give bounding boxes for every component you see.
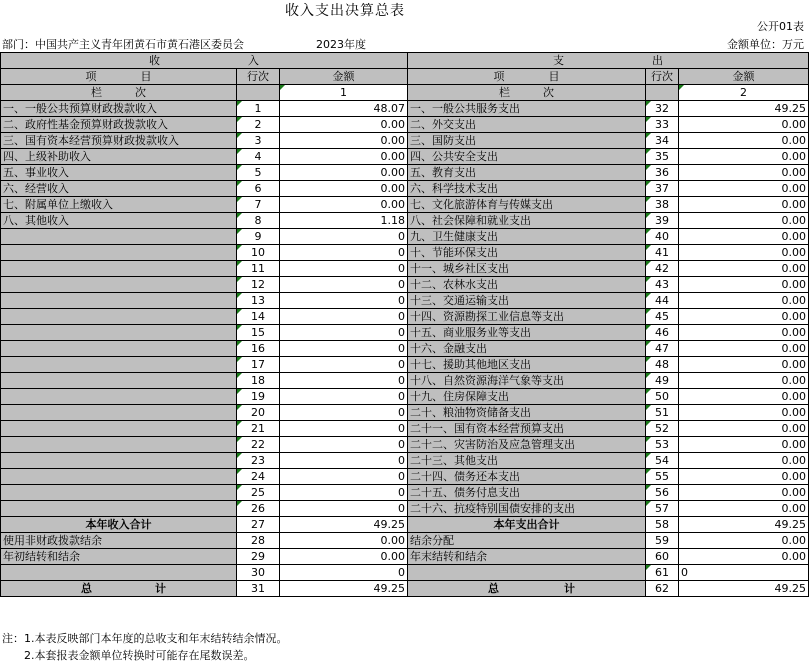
expense-amount-cell: 0.00 <box>679 373 809 389</box>
income-item-cell <box>1 277 237 293</box>
expense-rowno-cell: 45 <box>646 309 679 325</box>
summary-table <box>0 52 809 597</box>
income-rowno-cell: 5 <box>237 165 280 181</box>
income-rowno-cell: 13 <box>237 293 280 309</box>
income-item-cell <box>1 469 237 485</box>
expense-item-cell: 六、科学技术支出 <box>408 181 646 197</box>
expense-rowno-cell: 38 <box>646 197 679 213</box>
table-row <box>1 165 809 181</box>
department-label: 部门：中国共产主义青年团黄石市黄石港区委员会 <box>2 38 244 51</box>
balance-distribution-amount: 0.00 <box>679 533 809 549</box>
income-total-label: 本年收入合计 <box>1 517 237 533</box>
income-col-label: 栏 次 <box>1 85 237 101</box>
expense-rowno-cell: 33 <box>646 117 679 133</box>
expense-amount-cell: 49.25 <box>679 101 809 117</box>
expense-item-cell: 二十一、国有资本经营预算支出 <box>408 421 646 437</box>
income-grand-total-rowno: 31 <box>237 581 280 597</box>
expense-amount-cell: 0.00 <box>679 197 809 213</box>
income-amount-cell: 0.00 <box>280 165 408 181</box>
income-rowno-cell: 16 <box>237 341 280 357</box>
income-amount-cell: 0 <box>280 245 408 261</box>
income-row30-item <box>1 565 237 581</box>
income-amount-cell: 48.07 <box>280 101 408 117</box>
expense-item-cell: 十三、交通运输支出 <box>408 293 646 309</box>
table-row <box>1 325 809 341</box>
income-rowno-cell: 2 <box>237 117 280 133</box>
expense-amount-cell: 0.00 <box>679 405 809 421</box>
nonfiscal-balance-amount: 0.00 <box>280 533 408 549</box>
income-total-amount: 49.25 <box>280 517 408 533</box>
expense-amount-cell: 0.00 <box>679 469 809 485</box>
expense-amount-cell: 0.00 <box>679 181 809 197</box>
expense-item-cell: 二十三、其他支出 <box>408 453 646 469</box>
table-row <box>1 293 809 309</box>
expense-rowno-cell: 55 <box>646 469 679 485</box>
income-amount-cell: 0.00 <box>280 133 408 149</box>
income-item-cell <box>1 437 237 453</box>
expense-rowno-cell: 49 <box>646 373 679 389</box>
table-row <box>1 309 809 325</box>
expense-rowno-cell: 48 <box>646 357 679 373</box>
expense-amount-cell: 0.00 <box>679 293 809 309</box>
expense-amount-cell: 0.00 <box>679 453 809 469</box>
expense-item-cell: 五、教育支出 <box>408 165 646 181</box>
grand-total-label-a: 总 <box>81 582 92 595</box>
income-rowno-cell: 20 <box>237 405 280 421</box>
income-rowno-cell: 22 <box>237 437 280 453</box>
expense-amount-cell: 0.00 <box>679 389 809 405</box>
income-rowno-cell: 25 <box>237 485 280 501</box>
footnote-2: 2.本套报表金额单位转换时可能存在尾数误差。 <box>2 649 255 662</box>
expense-row61-item <box>408 565 646 581</box>
income-rowno-cell: 23 <box>237 453 280 469</box>
income-item-cell <box>1 341 237 357</box>
expense-total-label: 本年支出合计 <box>408 517 646 533</box>
expense-col-empty <box>646 85 679 101</box>
expense-rowno-cell: 46 <box>646 325 679 341</box>
expense-rowno-cell: 42 <box>646 261 679 277</box>
expense-rowno-cell: 40 <box>646 229 679 245</box>
expense-amount-header: 金额 <box>679 69 809 85</box>
expense-rowno-cell: 53 <box>646 437 679 453</box>
income-item-cell <box>1 261 237 277</box>
expense-item-cell: 七、文化旅游体育与传媒支出 <box>408 197 646 213</box>
expense-rowno-cell: 35 <box>646 149 679 165</box>
income-item-cell <box>1 245 237 261</box>
grand-total-label-b: 计 <box>564 582 575 595</box>
income-rowno-cell: 17 <box>237 357 280 373</box>
table-row <box>1 533 809 549</box>
table-row <box>1 101 809 117</box>
income-rowno-cell: 10 <box>237 245 280 261</box>
closing-balance-label: 年末结转和结余 <box>408 549 646 565</box>
income-amount-cell: 0 <box>280 469 408 485</box>
expense-amount-cell: 0.00 <box>679 437 809 453</box>
expense-col-label: 栏 次 <box>408 85 646 101</box>
income-rowno-cell: 18 <box>237 373 280 389</box>
income-amount-cell: 0 <box>280 309 408 325</box>
income-amount-cell: 0.00 <box>280 117 408 133</box>
header-row-col-index <box>1 85 809 101</box>
income-rowno-header: 行次 <box>237 69 280 85</box>
income-amount-cell: 0 <box>280 261 408 277</box>
table-body <box>1 53 809 597</box>
income-amount-cell: 0 <box>280 229 408 245</box>
expense-total-rowno: 58 <box>646 517 679 533</box>
income-amount-cell: 1.18 <box>280 213 408 229</box>
income-item-cell: 七、附属单位上缴收入 <box>1 197 237 213</box>
expense-grand-total-label <box>408 581 646 597</box>
expense-col-number: 2 <box>679 85 809 101</box>
expense-section-header: 支 出 <box>408 53 809 69</box>
expense-item-cell: 十七、援助其他地区支出 <box>408 357 646 373</box>
opening-balance-amount: 0.00 <box>280 549 408 565</box>
income-amount-cell: 0 <box>280 421 408 437</box>
table-row <box>1 245 809 261</box>
income-rowno-cell: 12 <box>237 277 280 293</box>
table-row <box>1 469 809 485</box>
opening-balance-label: 年初结转和结余 <box>1 549 237 565</box>
income-amount-cell: 0 <box>280 389 408 405</box>
table-row <box>1 341 809 357</box>
expense-rowno-cell: 32 <box>646 101 679 117</box>
balance-distribution-label: 结余分配 <box>408 533 646 549</box>
income-item-cell <box>1 229 237 245</box>
income-rowno-cell: 6 <box>237 181 280 197</box>
income-rowno-cell: 7 <box>237 197 280 213</box>
expense-amount-cell: 0.00 <box>679 261 809 277</box>
income-rowno-cell: 9 <box>237 229 280 245</box>
expense-rowno-cell: 56 <box>646 485 679 501</box>
income-grand-total-amount: 49.25 <box>280 581 408 597</box>
expense-item-cell: 三、国防支出 <box>408 133 646 149</box>
income-rowno-cell: 1 <box>237 101 280 117</box>
income-item-cell: 五、事业收入 <box>1 165 237 181</box>
income-item-header: 项 目 <box>1 69 237 85</box>
income-rowno-cell: 14 <box>237 309 280 325</box>
expense-item-cell: 十六、金融支出 <box>408 341 646 357</box>
expense-amount-cell: 0.00 <box>679 213 809 229</box>
income-grand-total-label <box>1 581 237 597</box>
footnotes <box>2 630 288 664</box>
expense-rowno-cell: 54 <box>646 453 679 469</box>
table-row <box>1 421 809 437</box>
income-amount-cell: 0.00 <box>280 181 408 197</box>
table-row <box>1 405 809 421</box>
income-item-cell <box>1 421 237 437</box>
income-item-cell: 一、一般公共预算财政拨款收入 <box>1 101 237 117</box>
table-row <box>1 229 809 245</box>
income-row30-amount: 0 <box>280 565 408 581</box>
income-rowno-cell: 8 <box>237 213 280 229</box>
income-rowno-cell: 4 <box>237 149 280 165</box>
expense-rowno-cell: 43 <box>646 277 679 293</box>
closing-balance-rowno: 60 <box>646 549 679 565</box>
table-row <box>1 373 809 389</box>
expense-grand-total-amount: 49.25 <box>679 581 809 597</box>
table-row <box>1 565 809 581</box>
table-row <box>1 133 809 149</box>
expense-row61-rowno: 61 <box>646 565 679 581</box>
total-row <box>1 517 809 533</box>
income-item-cell <box>1 389 237 405</box>
expense-rowno-cell: 36 <box>646 165 679 181</box>
table-row <box>1 501 809 517</box>
page-title: 收入支出决算总表 <box>285 3 405 19</box>
income-amount-cell: 0 <box>280 501 408 517</box>
expense-item-cell: 九、卫生健康支出 <box>408 229 646 245</box>
expense-total-amount: 49.25 <box>679 517 809 533</box>
expense-item-cell: 二十五、债务付息支出 <box>408 485 646 501</box>
income-item-cell <box>1 293 237 309</box>
table-row <box>1 149 809 165</box>
expense-item-cell: 十、节能环保支出 <box>408 245 646 261</box>
income-rowno-cell: 11 <box>237 261 280 277</box>
expense-amount-cell: 0.00 <box>679 277 809 293</box>
income-amount-cell: 0 <box>280 373 408 389</box>
expense-amount-cell: 0.00 <box>679 149 809 165</box>
expense-item-cell: 二十、粮油物资储备支出 <box>408 405 646 421</box>
income-row30-rowno: 30 <box>237 565 280 581</box>
table-row <box>1 117 809 133</box>
expense-item-cell: 八、社会保障和就业支出 <box>408 213 646 229</box>
grand-total-label-b: 计 <box>155 582 166 595</box>
expense-item-cell: 二、外交支出 <box>408 117 646 133</box>
income-item-cell <box>1 357 237 373</box>
expense-rowno-cell: 37 <box>646 181 679 197</box>
income-item-cell: 三、国有资本经营预算财政拨款收入 <box>1 133 237 149</box>
expense-amount-cell: 0.00 <box>679 501 809 517</box>
expense-item-header: 项 目 <box>408 69 646 85</box>
expense-amount-cell: 0.00 <box>679 485 809 501</box>
expense-item-cell: 二十二、灾害防治及应急管理支出 <box>408 437 646 453</box>
expense-rowno-header: 行次 <box>646 69 679 85</box>
income-item-cell: 四、上级补助收入 <box>1 149 237 165</box>
income-amount-cell: 0 <box>280 357 408 373</box>
income-item-cell <box>1 501 237 517</box>
income-col-empty <box>237 85 280 101</box>
nonfiscal-balance-label: 使用非财政拨款结余 <box>1 533 237 549</box>
income-total-rowno: 27 <box>237 517 280 533</box>
expense-amount-cell: 0.00 <box>679 325 809 341</box>
expense-rowno-cell: 51 <box>646 405 679 421</box>
income-rowno-cell: 3 <box>237 133 280 149</box>
table-code: 公开01表 <box>757 20 804 33</box>
income-amount-cell: 0 <box>280 437 408 453</box>
expense-item-cell: 十四、资源勘探工业信息等支出 <box>408 309 646 325</box>
income-item-cell <box>1 485 237 501</box>
income-col-number: 1 <box>280 85 408 101</box>
table-row <box>1 261 809 277</box>
table-row <box>1 277 809 293</box>
expense-item-cell: 四、公共安全支出 <box>408 149 646 165</box>
expense-amount-cell: 0.00 <box>679 117 809 133</box>
expense-amount-cell: 0.00 <box>679 357 809 373</box>
footnote-1: 注：1.本表反映部门本年度的总收支和年末结转结余情况。 <box>2 632 288 645</box>
income-rowno-cell: 26 <box>237 501 280 517</box>
table-row <box>1 549 809 565</box>
income-amount-cell: 0.00 <box>280 149 408 165</box>
table-row <box>1 437 809 453</box>
opening-balance-rowno: 29 <box>237 549 280 565</box>
table-row <box>1 181 809 197</box>
header-row-sections <box>1 53 809 69</box>
expense-item-cell: 十二、农林水支出 <box>408 277 646 293</box>
income-amount-cell: 0 <box>280 453 408 469</box>
expense-item-cell: 二十六、抗疫特别国债安排的支出 <box>408 501 646 517</box>
year-label: 2023年度 <box>316 38 366 51</box>
income-rowno-cell: 19 <box>237 389 280 405</box>
income-item-cell <box>1 453 237 469</box>
income-item-cell: 八、其他收入 <box>1 213 237 229</box>
income-amount-cell: 0.00 <box>280 197 408 213</box>
header-row-columns <box>1 69 809 85</box>
income-item-cell <box>1 405 237 421</box>
income-amount-cell: 0 <box>280 277 408 293</box>
expense-item-cell: 十五、商业服务业等支出 <box>408 325 646 341</box>
expense-amount-cell: 0.00 <box>679 133 809 149</box>
expense-amount-cell: 0.00 <box>679 341 809 357</box>
grand-total-label-a: 总 <box>488 582 499 595</box>
income-rowno-cell: 24 <box>237 469 280 485</box>
expense-rowno-cell: 34 <box>646 133 679 149</box>
income-amount-header: 金额 <box>280 69 408 85</box>
income-item-cell: 六、经营收入 <box>1 181 237 197</box>
expense-amount-cell: 0.00 <box>679 229 809 245</box>
expense-amount-cell: 0.00 <box>679 309 809 325</box>
grand-total-row <box>1 581 809 597</box>
expense-item-cell: 一、一般公共服务支出 <box>408 101 646 117</box>
income-section-header: 收 入 <box>1 53 408 69</box>
expense-amount-cell: 0.00 <box>679 165 809 181</box>
expense-row61-amount: 0 <box>679 565 809 581</box>
income-amount-cell: 0 <box>280 293 408 309</box>
expense-rowno-cell: 57 <box>646 501 679 517</box>
expense-amount-cell: 0.00 <box>679 245 809 261</box>
income-rowno-cell: 15 <box>237 325 280 341</box>
income-item-cell <box>1 325 237 341</box>
income-amount-cell: 0 <box>280 341 408 357</box>
expense-item-cell: 十一、城乡社区支出 <box>408 261 646 277</box>
expense-rowno-cell: 50 <box>646 389 679 405</box>
table-row <box>1 197 809 213</box>
income-item-cell <box>1 373 237 389</box>
expense-rowno-cell: 41 <box>646 245 679 261</box>
income-amount-cell: 0 <box>280 325 408 341</box>
expense-amount-cell: 0.00 <box>679 421 809 437</box>
expense-item-cell: 十八、自然资源海洋气象等支出 <box>408 373 646 389</box>
income-rowno-cell: 21 <box>237 421 280 437</box>
expense-item-cell: 二十四、债务还本支出 <box>408 469 646 485</box>
income-item-cell: 二、政府性基金预算财政拨款收入 <box>1 117 237 133</box>
closing-balance-amount: 0.00 <box>679 549 809 565</box>
balance-distribution-rowno: 59 <box>646 533 679 549</box>
table-row <box>1 453 809 469</box>
nonfiscal-balance-rowno: 28 <box>237 533 280 549</box>
table-row <box>1 213 809 229</box>
expense-grand-total-rowno: 62 <box>646 581 679 597</box>
table-row <box>1 357 809 373</box>
expense-item-cell: 十九、住房保障支出 <box>408 389 646 405</box>
income-item-cell <box>1 309 237 325</box>
income-amount-cell: 0 <box>280 485 408 501</box>
table-row <box>1 485 809 501</box>
expense-rowno-cell: 47 <box>646 341 679 357</box>
expense-rowno-cell: 52 <box>646 421 679 437</box>
expense-rowno-cell: 39 <box>646 213 679 229</box>
expense-rowno-cell: 44 <box>646 293 679 309</box>
income-amount-cell: 0 <box>280 405 408 421</box>
table-row <box>1 389 809 405</box>
unit-label: 金额单位：万元 <box>727 38 804 51</box>
